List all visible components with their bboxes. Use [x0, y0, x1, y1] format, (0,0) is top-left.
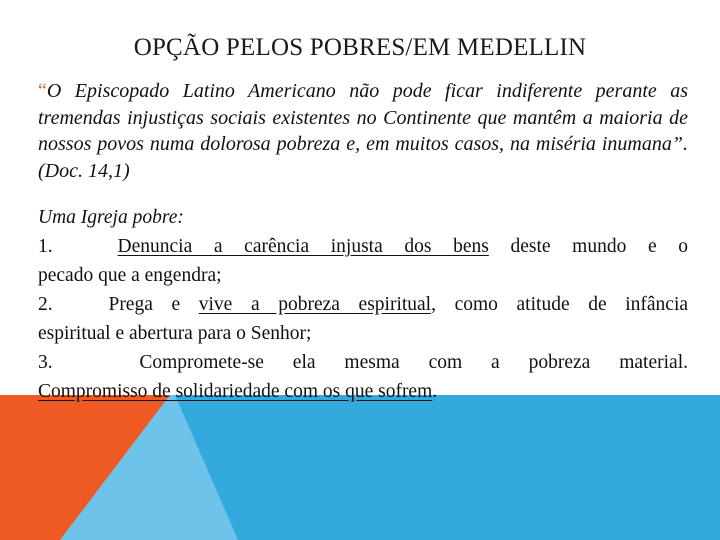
slide-title: OPÇÃO PELOS POBRES/EM MEDELLIN — [133, 34, 587, 61]
item-3-line-1 — [38, 348, 688, 377]
item-2-number: 2. — [38, 294, 53, 315]
item-1-line-1 — [38, 232, 688, 261]
quote-paragraph — [38, 78, 688, 184]
item-3-line-2 — [38, 377, 688, 406]
item-1-rest: deste mundo e o — [510, 236, 689, 257]
item-2-line-1 — [38, 290, 688, 319]
item-2-line-2: espiritual e abertura para o Senhor; — [38, 323, 312, 344]
item-1-underlined: Denuncia a carência injusta dos bens — [117, 236, 489, 257]
decorative-footer-shapes — [0, 395, 720, 540]
quote-text: O Episcopado Latino Americano não pode ficar indiferente perante as tremendas injustiças sociais existentes no Continente que mantêm a maioria de nossos povos numa dolorosa pobreza e, em muitos casos, na miséria inumana”. (Doc. 14,1) — [38, 80, 688, 182]
slide-body — [38, 203, 688, 406]
item-1-line-2: pecado que a engendra; — [38, 265, 222, 286]
item-3-underlined: Compromisso de solidariedade com os que sofrem — [38, 381, 433, 402]
item-3-text: Compromete-se ela mesma com a pobreza material. — [139, 352, 688, 373]
blue-panel — [175, 395, 720, 540]
item-2-before: Prega e — [108, 294, 181, 315]
item-1-number: 1. — [38, 236, 53, 257]
item-2-after: , como atitude de infância — [431, 294, 689, 315]
quote-open-mark: “ — [38, 80, 47, 102]
item-2-underlined: vive a pobreza espiritual — [198, 294, 432, 315]
item-3-end: . — [432, 381, 438, 402]
section-heading: Uma Igreja pobre: — [38, 207, 184, 228]
item-3-number: 3. — [38, 352, 53, 373]
